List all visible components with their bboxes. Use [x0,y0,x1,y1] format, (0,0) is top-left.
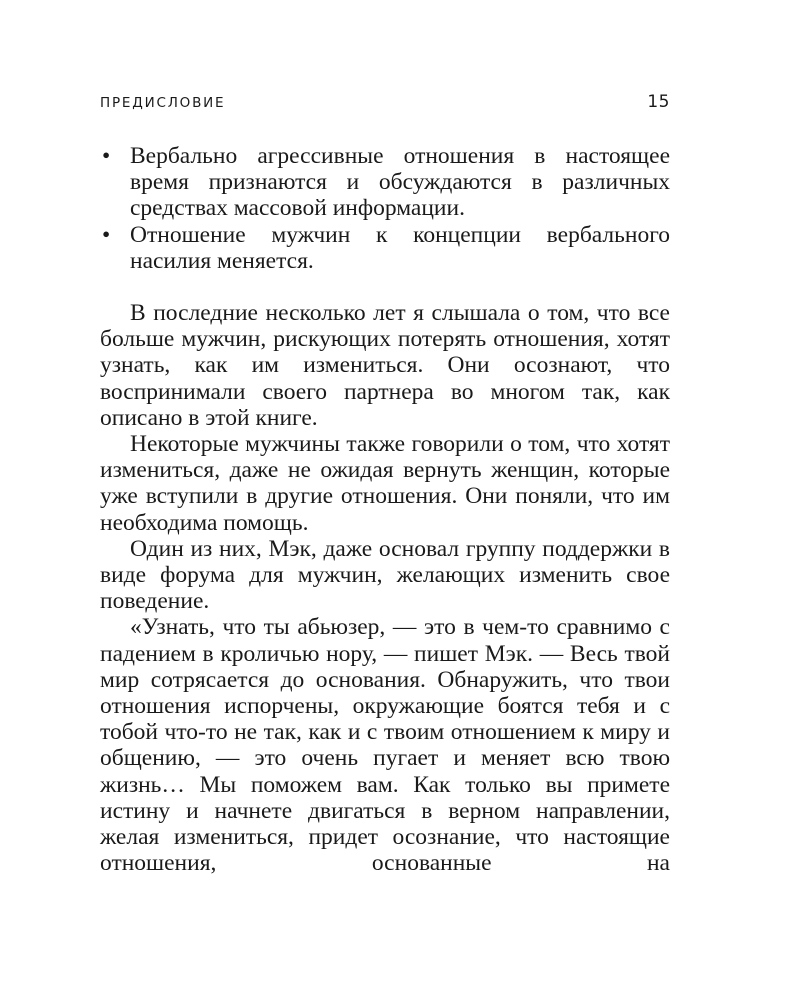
paragraph: Один из них, Мэк, даже основал группу поддержки в виде форума для мужчин, желающих изменить свое поведение. [100,535,670,615]
paragraph: В последние несколько лет я слышала о том, что все больше мужчин, рискующих потерять отношения, хотят узнать, как им измениться. Они осознают, что воспринимали своего партнера во многом так, как описано в этой книге. [100,300,670,431]
bullet-item [100,143,670,222]
bullet-icon: • [102,143,111,169]
paragraph-continued: «Узнать, что ты абьюзер, — это в чем-то сравнимо с падением в кроличью нору, — пишет Мэк. — Весь твой мир сотрясается до основания. Обнаружить, что твои отношения испорчены, окружающие боятся тебя и с тобой что-то не так, как и с твоим отношением к миру и общению, — это очень пугает и меняет всю твою жизнь… Мы поможем вам. Как только вы примете истину и начнете двигаться в верном направлении, желая измениться, придет осознание, что настоящие отношения, основанные на [100,614,670,877]
body-text [100,143,670,876]
bullet-text: Отношение мужчин к концепции вербального насилия меняется. [130,221,670,274]
paragraph: Некоторые мужчины также говорили о том, что хотят измениться, даже не ожидая вернуть женщин, которые уже вступили в другие отношения. Они поняли, что им необходима помощь. [100,431,670,536]
book-page [100,92,670,876]
bullet-text: Вербально агрессивные отношения в настоящее время признаются и обсуждаются в различных средствах массовой информации. [130,143,670,222]
section-title: ПРЕДИСЛОВИЕ [100,95,226,111]
paragraphs [100,300,670,876]
page-number: 15 [647,92,670,112]
bullet-icon: • [102,221,111,248]
bullet-item [100,222,670,274]
running-header [100,92,670,114]
bullet-list [100,143,670,274]
